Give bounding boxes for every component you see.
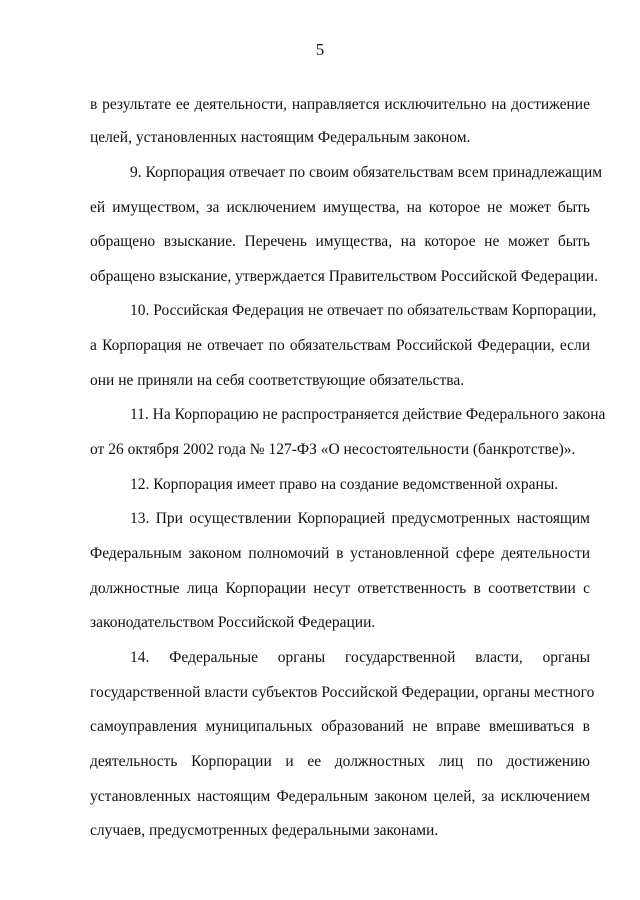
text-line: самоуправления муниципальных образований не вправе вмешиваться в <box>90 718 590 735</box>
text-line: деятельность Корпорации и ее должностных лиц по достижению <box>90 753 590 770</box>
text-line: от 26 октября 2002 года № 127-ФЗ «О несостоятельности (банкротстве)». <box>90 441 576 458</box>
text-line: обращено взыскание, утверждается Правительством Российской Федерации. <box>90 268 598 285</box>
paragraph-start-line: 9. Корпорация отвечает по своим обязательствам всем принадлежащим <box>130 164 603 181</box>
text-line: а Корпорация не отвечает по обязательствам Российской Федерации, если <box>90 337 590 354</box>
text-line: они не приняли на себя соответствующие обязательства. <box>90 372 465 389</box>
text-line: законодательством Российской Федерации. <box>90 614 376 631</box>
text-line: установленных настоящим Федеральным законом целей, за исключением <box>90 788 590 805</box>
text-line: ей имуществом, за исключением имущества, на которое не может быть <box>90 199 590 216</box>
paragraph-start-line: 11. На Корпорацию не распространяется действие Федерального закона <box>130 406 606 423</box>
text-line: целей, установленных настоящим Федеральным законом. <box>90 129 471 146</box>
paragraph-start-line: 13. При осуществлении Корпорацией предусмотренных настоящим <box>130 510 590 527</box>
text-line: в результате ее деятельности, направляется исключительно на достижение <box>90 96 590 113</box>
text-line: должностные лица Корпорации несут ответственность в соответствии с <box>90 580 590 597</box>
text-line: государственной власти субъектов Российской Федерации, органы местного <box>90 684 595 701</box>
text-line: обращено взыскание. Перечень имущества, на которое не может быть <box>90 233 590 250</box>
text-line: Федеральным законом полномочий в установленной сфере деятельности <box>90 545 590 562</box>
paragraph-start-line: 14. Федеральные органы государственной власти, органы <box>130 649 590 666</box>
text-line: случаев, предусмотренных федеральными законами. <box>90 822 439 839</box>
paragraph-start-line: 12. Корпорация имеет право на создание ведомственной охраны. <box>130 476 559 493</box>
paragraph-start-line: 10. Российская Федерация не отвечает по обязательствам Корпорации, <box>130 302 597 319</box>
page-number: 5 <box>315 40 325 59</box>
